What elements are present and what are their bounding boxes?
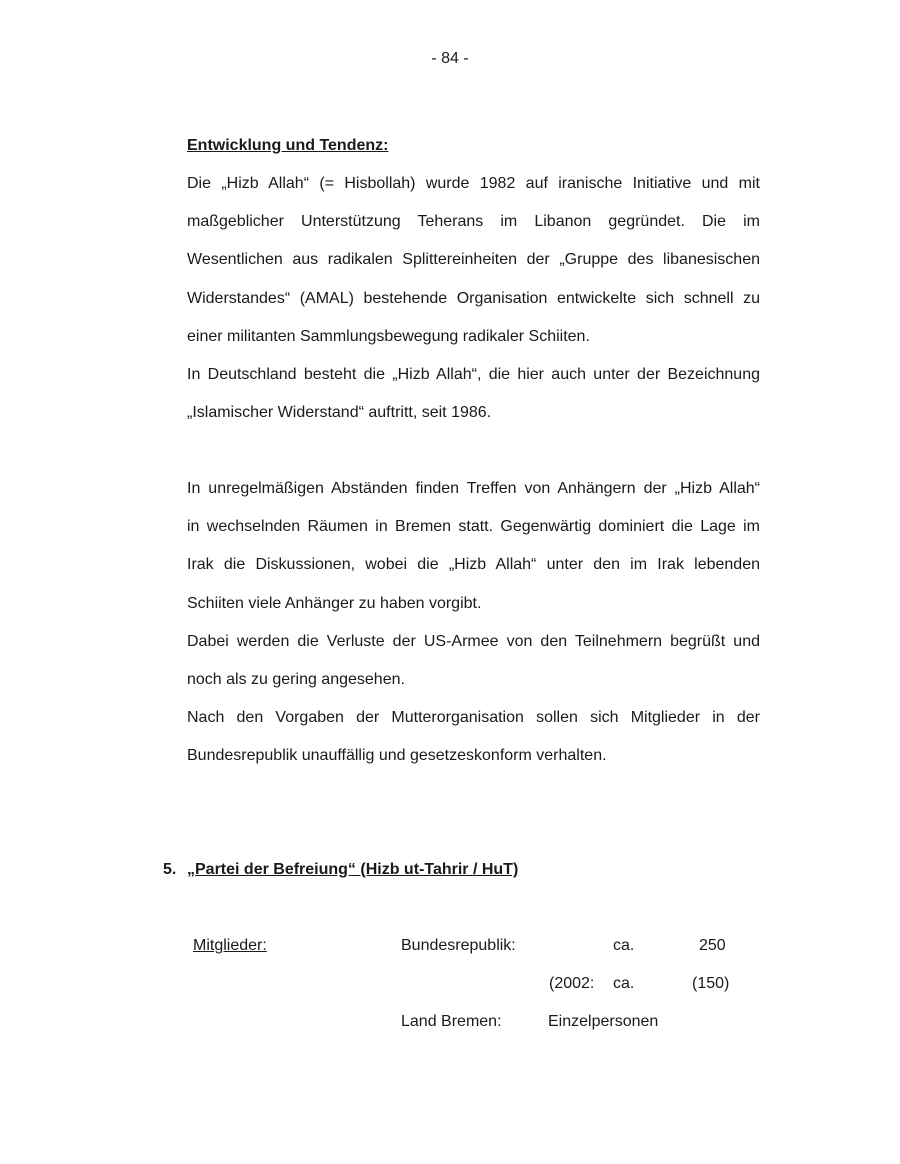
text-line: Die „Hizb Allah“ (= Hisbollah) wurde 1982 auf iranische Initiative und mit xyxy=(187,175,760,192)
text-line: Bundesrepublik unauffällig und gesetzeskonform verhalten. xyxy=(187,747,607,765)
item-title: „Partei der Befreiung“ (Hizb ut-Tahrir / HuT) xyxy=(187,861,519,878)
text-line: in wechselnden Räumen in Bremen statt. Gegenwärtig dominiert die Lage im xyxy=(187,518,760,536)
paragraph-development xyxy=(187,165,760,432)
section-heading: Entwicklung und Tendenz: xyxy=(187,137,389,154)
prev-year-label: (2002: xyxy=(549,975,595,992)
text-line: noch als zu gering angesehen. xyxy=(187,671,405,689)
text-line: einer militanten Sammlungsbewegung radikaler Schiiten. xyxy=(187,327,590,345)
text-line: Wesentlichen aus radikalen Splittereinheiten der „Gruppe des libanesischen xyxy=(187,251,760,269)
federal-ca: ca. xyxy=(613,937,635,954)
text-line: Schiiten viele Anhänger zu haben vorgibt. xyxy=(187,594,482,612)
prev-ca: ca. xyxy=(613,975,635,992)
item-number: 5. xyxy=(163,861,177,878)
state-value: Einzelpersonen xyxy=(548,1013,659,1030)
federal-value: 250 xyxy=(699,937,726,954)
members-label: Mitglieder: xyxy=(193,937,267,954)
paragraph-meetings xyxy=(187,470,760,776)
text-line: Dabei werden die Verluste der US-Armee von den Teilnehmern begrüßt und xyxy=(187,632,760,650)
text-line: Irak die Diskussionen, wobei die „Hizb Allah“ unter den im Irak lebenden xyxy=(187,556,760,574)
text-line: Widerstandes“ (AMAL) bestehende Organisation entwickelte sich schnell zu xyxy=(187,289,760,307)
federal-label: Bundesrepublik: xyxy=(401,937,516,954)
text-line: „Islamischer Widerstand“ auftritt, seit 1986. xyxy=(187,404,492,422)
text-line: In Deutschland besteht die „Hizb Allah“, die hier auch unter der Bezeichnung xyxy=(187,366,760,384)
text-line: Nach den Vorgaben der Mutterorganisation sollen sich Mitglieder in der xyxy=(187,709,760,727)
text-line: In unregelmäßigen Abständen finden Treffen von Anhängern der „Hizb Allah“ xyxy=(187,480,760,497)
text-line: maßgeblicher Unterstützung Teherans im Libanon gegründet. Die im xyxy=(187,213,760,231)
state-label: Land Bremen: xyxy=(401,1013,502,1030)
prev-value: (150) xyxy=(692,975,730,992)
item-heading xyxy=(163,861,518,879)
page-number: - 84 - xyxy=(431,50,469,67)
